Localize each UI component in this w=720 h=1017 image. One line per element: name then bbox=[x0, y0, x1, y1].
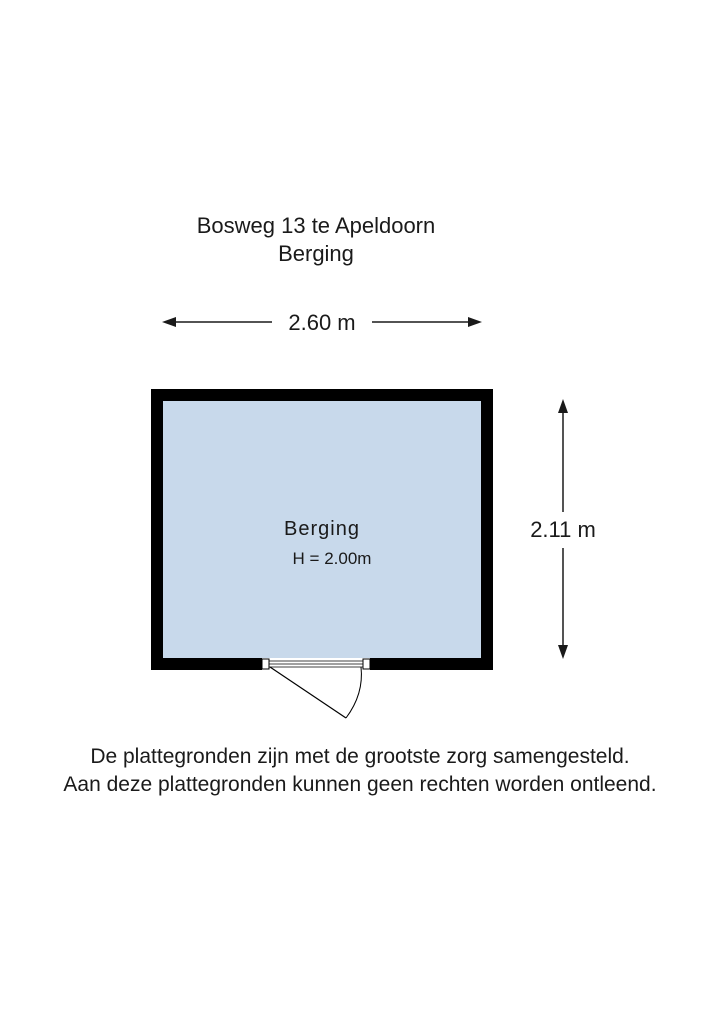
depth-label: 2.11 m bbox=[513, 517, 613, 543]
disclaimer-line-1: De plattegronden zijn met de grootste zorg samengesteld. bbox=[90, 745, 630, 768]
door-leaf bbox=[270, 667, 346, 718]
width-label: 2.60 m bbox=[272, 310, 372, 336]
address-title: Bosweg 13 te Apeldoorn bbox=[196, 213, 436, 238]
disclaimer-line-2: Aan deze plattegronden kunnen geen rechten worden ontleend. bbox=[63, 773, 657, 796]
door bbox=[262, 658, 370, 718]
room-name: Berging bbox=[284, 518, 360, 540]
room-height: H = 2.00m bbox=[292, 549, 372, 568]
floor-subtitle: Berging bbox=[278, 241, 354, 266]
door-swing-arc bbox=[346, 667, 361, 718]
